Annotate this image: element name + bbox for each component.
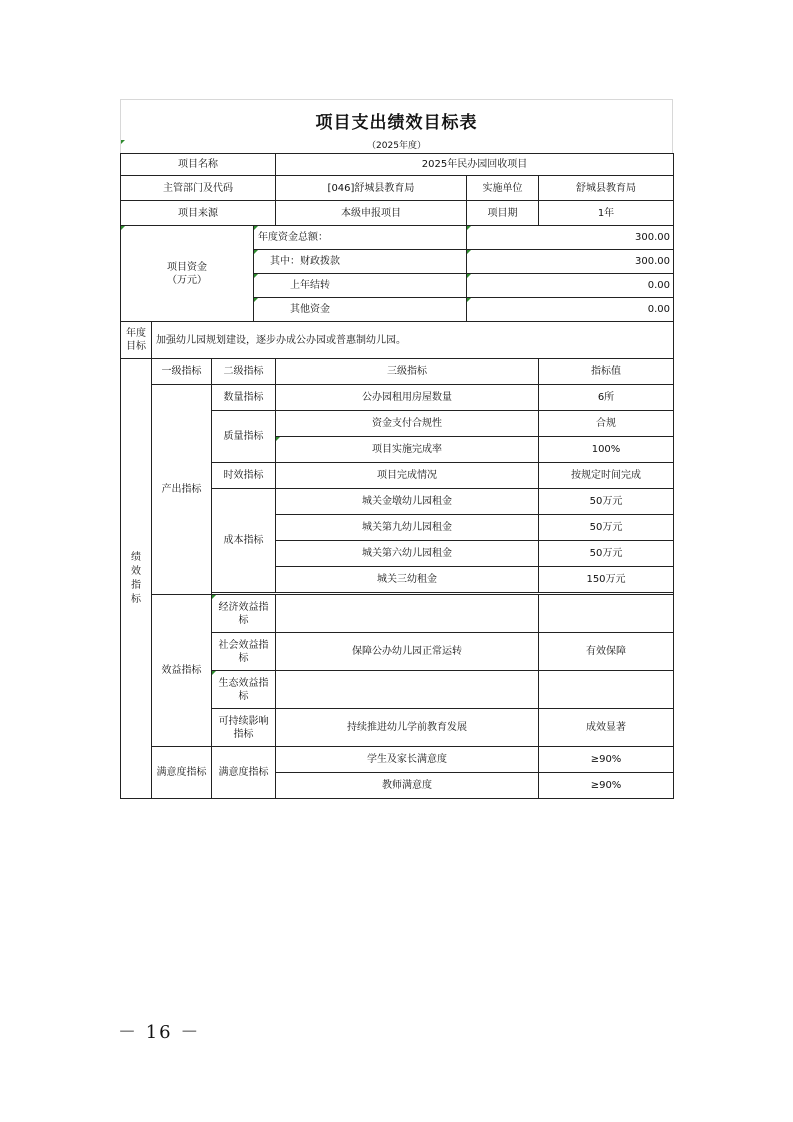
header-level3: 三级指标 [276,359,539,385]
row-satisfaction-1 [121,747,674,773]
cost-label: 成本指标 [212,489,276,593]
perf-label-char-4: 标 [131,593,141,605]
row-annual-goal [121,322,674,359]
dept-label: 主管部门及代码 [121,176,276,201]
cost-item-2: 城关第九幼儿园租金 [276,515,539,541]
cost-item-4: 城关三幼租金 [276,567,539,593]
econ-value [539,595,674,633]
row-dept [121,176,674,201]
sustain-label: 可持续影响指标 [212,709,276,747]
header-level2: 二级指标 [212,359,276,385]
row-econ [121,595,674,633]
eco-label: 生态效益指标 [212,671,276,709]
perf-label [121,359,152,799]
eco-item [276,671,539,709]
social-item: 保障公办幼儿园正常运转 [276,633,539,671]
perf-label-char-3: 指 [131,579,141,591]
fund-carryover-value: 0.00 [467,274,674,298]
fund-total-value: 300.00 [467,226,674,250]
row-source [121,201,674,226]
fund-fiscal-value: 300.00 [467,250,674,274]
dept-value: [046]舒城县教育局 [276,176,467,201]
timeliness-value: 按规定时间完成 [539,463,674,489]
year-row [120,140,673,153]
timeliness-item: 项目完成情况 [276,463,539,489]
source-value: 本级申报项目 [276,201,467,226]
row-quantity [121,385,674,411]
perf-label-char-1: 绩 [131,551,141,563]
header-level1: 一级指标 [152,359,212,385]
timeliness-label: 时效指标 [212,463,276,489]
project-name-value: 2025年民办园回收项目 [276,154,674,176]
quality-value-2: 100% [539,437,674,463]
quality-item-1: 资金支付合规性 [276,411,539,437]
satisfaction-l2-label: 满意度指标 [212,747,276,799]
row-headers [121,359,674,385]
cost-value-2: 50万元 [539,515,674,541]
header-value: 指标值 [539,359,674,385]
cost-value-1: 50万元 [539,489,674,515]
source-label: 项目来源 [121,201,276,226]
goal-text: 加强幼儿园规划建设，逐步办成公办园或普惠制幼儿园。 [152,322,674,359]
social-value: 有效保障 [539,633,674,671]
row-fund-total [121,226,674,250]
econ-item [276,595,539,633]
funds-label-line2: （万元） [167,274,207,286]
funds-label-line1: 项目资金 [167,261,207,273]
fund-other-label: 其他资金 [254,298,467,322]
sustain-value: 成效显著 [539,709,674,747]
goal-label-line2: 目标 [126,341,146,352]
satisfaction-value-2: ≥90% [539,773,674,799]
satisfaction-value-1: ≥90% [539,747,674,773]
econ-label: 经济效益指标 [212,595,276,633]
goal-label [121,322,152,359]
goal-label-line1: 年度 [126,328,146,339]
project-name-label: 项目名称 [121,154,276,176]
period-label: 项目期 [467,201,539,226]
perf-label-char-2: 效 [131,565,141,577]
quantity-value: 6所 [539,385,674,411]
impl-unit-label: 实施单位 [467,176,539,201]
fund-other-value: 0.00 [467,298,674,322]
social-label: 社会效益指标 [212,633,276,671]
benefit-label: 效益指标 [152,595,212,747]
target-table [120,153,674,799]
quality-value-1: 合规 [539,411,674,437]
satisfaction-item-2: 教师满意度 [276,773,539,799]
row-project-name [121,154,674,176]
quantity-item: 公办园租用房屋数量 [276,385,539,411]
performance-target-sheet [120,99,673,799]
eco-value [539,671,674,709]
satisfaction-l1-label: 满意度指标 [152,747,212,799]
fiscal-year: （2025年度） [367,141,426,151]
cost-value-3: 50万元 [539,541,674,567]
quantity-label: 数量指标 [212,385,276,411]
quality-item-2: 项目实施完成率 [276,437,539,463]
page-number: － 16 － [118,1022,201,1043]
funds-label [121,226,254,322]
sustain-item: 持续推进幼儿学前教育发展 [276,709,539,747]
quality-label: 质量指标 [212,411,276,463]
impl-unit-value: 舒城县教育局 [539,176,674,201]
cost-item-3: 城关第六幼儿园租金 [276,541,539,567]
satisfaction-item-1: 学生及家长满意度 [276,747,539,773]
period-value: 1年 [539,201,674,226]
fund-carryover-label: 上年结转 [254,274,467,298]
table-title: 项目支出绩效目标表 [315,112,478,133]
cost-value-4: 150万元 [539,567,674,593]
output-label: 产出指标 [152,385,212,595]
fund-total-label: 年度资金总额： [254,226,467,250]
title-box [120,99,673,140]
fund-fiscal-label: 其中：财政拨款 [254,250,467,274]
cost-item-1: 城关金墩幼儿园租金 [276,489,539,515]
